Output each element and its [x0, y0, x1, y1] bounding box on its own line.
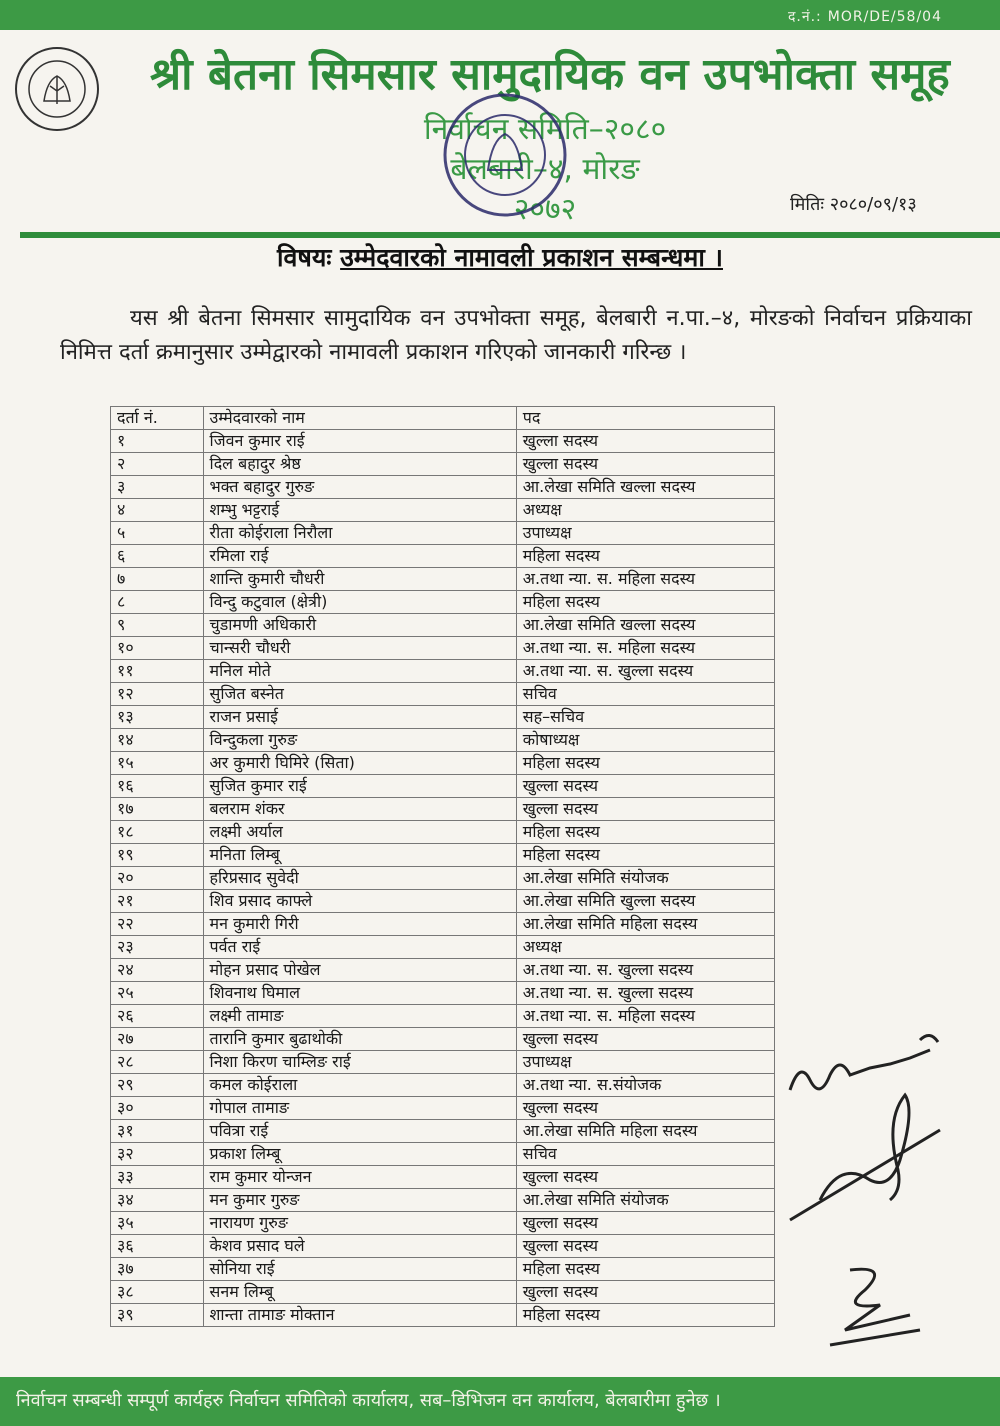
cell-candidate-name: मनिल मोते — [203, 660, 516, 683]
cell-position: खुल्ला सदस्य — [516, 1212, 774, 1235]
cell-reg-no: ३१ — [111, 1120, 204, 1143]
committee-name: निर्वाचन समिति–२०८० — [423, 112, 667, 147]
cell-reg-no: १६ — [111, 775, 204, 798]
table-row — [111, 1074, 775, 1097]
table-row — [111, 614, 775, 637]
cell-reg-no: ३५ — [111, 1212, 204, 1235]
organization-logo-icon — [14, 46, 100, 132]
cell-reg-no: २६ — [111, 1005, 204, 1028]
cell-candidate-name: चुडामणी अधिकारी — [203, 614, 516, 637]
cell-position: महिला सदस्य — [516, 591, 774, 614]
cell-position: खुल्ला सदस्य — [516, 430, 774, 453]
cell-position: आ.लेखा समिति संयोजक — [516, 867, 774, 890]
date-value: २०८०/०९/१३ — [829, 194, 917, 215]
cell-position: सह–सचिव — [516, 706, 774, 729]
header-candidate-name: उम्मेदवारको नाम — [203, 407, 516, 430]
cell-reg-no: २० — [111, 867, 204, 890]
cell-position: खुल्ला सदस्य — [516, 1235, 774, 1258]
cell-candidate-name: शम्भु भट्टराई — [203, 499, 516, 522]
cell-candidate-name: निशा किरण चाम्लिङ राई — [203, 1051, 516, 1074]
cell-reg-no: ३९ — [111, 1304, 204, 1327]
registration-value: MOR/DE/58/04 — [827, 9, 942, 25]
cell-reg-no: १३ — [111, 706, 204, 729]
cell-reg-no: ३३ — [111, 1166, 204, 1189]
cell-reg-no: ३२ — [111, 1143, 204, 1166]
committee-year: २०७२ — [513, 192, 577, 227]
cell-position: आ.लेखा समिति खल्ला सदस्य — [516, 614, 774, 637]
table-row — [111, 729, 775, 752]
cell-position: अ.तथा न्या. स.संयोजक — [516, 1074, 774, 1097]
cell-reg-no: ३८ — [111, 1281, 204, 1304]
table-row — [111, 1304, 775, 1327]
cell-reg-no: ३४ — [111, 1189, 204, 1212]
cell-candidate-name: शिव प्रसाद काफ्ले — [203, 890, 516, 913]
table-row — [111, 959, 775, 982]
cell-candidate-name: मनिता लिम्बू — [203, 844, 516, 867]
table-row — [111, 890, 775, 913]
cell-reg-no: ३० — [111, 1097, 204, 1120]
cell-candidate-name: सनम लिम्बू — [203, 1281, 516, 1304]
cell-position: अ.तथा न्या. स. खुल्ला सदस्य — [516, 982, 774, 1005]
cell-reg-no: २५ — [111, 982, 204, 1005]
cell-candidate-name: कमल कोईराला — [203, 1074, 516, 1097]
cell-candidate-name: चान्सरी चौधरी — [203, 637, 516, 660]
cell-candidate-name: अर कुमारी घिमिरे (सिता) — [203, 752, 516, 775]
cell-position: उपाध्यक्ष — [516, 522, 774, 545]
cell-candidate-name: राजन प्रसाई — [203, 706, 516, 729]
cell-reg-no: २ — [111, 453, 204, 476]
cell-position: खुल्ला सदस्य — [516, 1166, 774, 1189]
table-row — [111, 936, 775, 959]
organization-name: श्री बेतना सिमसार सामुदायिक वन उपभोक्ता समूह — [150, 49, 950, 100]
cell-position: महिला सदस्य — [516, 821, 774, 844]
cell-candidate-name: राम कुमार योन्जन — [203, 1166, 516, 1189]
cell-reg-no: ११ — [111, 660, 204, 683]
cell-reg-no: ७ — [111, 568, 204, 591]
top-green-band — [0, 0, 1000, 30]
round-seal-stamp-icon — [440, 90, 570, 220]
cell-candidate-name: विन्दु कटुवाल (क्षेत्री) — [203, 591, 516, 614]
cell-position: आ.लेखा समिति महिला सदस्य — [516, 1120, 774, 1143]
table-row — [111, 1028, 775, 1051]
table-row — [111, 637, 775, 660]
subject-text: उम्मेदवारको नामावली प्रकाशन सम्बन्धमा । — [340, 243, 723, 272]
cell-position: आ.लेखा समिति महिला सदस्य — [516, 913, 774, 936]
table-row — [111, 752, 775, 775]
date-line — [790, 192, 917, 216]
cell-reg-no: २८ — [111, 1051, 204, 1074]
cell-position: सचिव — [516, 683, 774, 706]
cell-candidate-name: बलराम शंकर — [203, 798, 516, 821]
cell-candidate-name: जिवन कुमार राई — [203, 430, 516, 453]
header-position: पद — [516, 407, 774, 430]
table-row — [111, 821, 775, 844]
cell-reg-no: २४ — [111, 959, 204, 982]
registration-number — [788, 7, 942, 26]
cell-candidate-name: केशव प्रसाद घले — [203, 1235, 516, 1258]
cell-candidate-name: सुजित कुमार राई — [203, 775, 516, 798]
table-row — [111, 798, 775, 821]
cell-position: अध्यक्ष — [516, 499, 774, 522]
cell-reg-no: ६ — [111, 545, 204, 568]
table-row — [111, 1005, 775, 1028]
table-row — [111, 1097, 775, 1120]
cell-reg-no: ५ — [111, 522, 204, 545]
table-row — [111, 499, 775, 522]
table-row — [111, 1120, 775, 1143]
cell-reg-no: ४ — [111, 499, 204, 522]
table-row — [111, 844, 775, 867]
cell-reg-no: १० — [111, 637, 204, 660]
table-row — [111, 476, 775, 499]
cell-candidate-name: लक्ष्मी अर्याल — [203, 821, 516, 844]
table-row — [111, 1235, 775, 1258]
candidate-rows — [111, 430, 775, 1327]
cell-reg-no: ९ — [111, 614, 204, 637]
cell-reg-no: २७ — [111, 1028, 204, 1051]
cell-candidate-name: प्रकाश लिम्बू — [203, 1143, 516, 1166]
cell-reg-no: १२ — [111, 683, 204, 706]
table-row — [111, 1166, 775, 1189]
cell-candidate-name: भक्त बहादुर गुरुङ — [203, 476, 516, 499]
cell-reg-no: १४ — [111, 729, 204, 752]
cell-reg-no: ८ — [111, 591, 204, 614]
cell-reg-no: १९ — [111, 844, 204, 867]
subject-line — [0, 240, 1000, 274]
table-row — [111, 545, 775, 568]
table-row — [111, 867, 775, 890]
cell-reg-no: २२ — [111, 913, 204, 936]
cell-candidate-name: तारानि कुमार बुढाथोकी — [203, 1028, 516, 1051]
cell-candidate-name: रीता कोईराला निरौला — [203, 522, 516, 545]
table-row — [111, 1051, 775, 1074]
table-row — [111, 683, 775, 706]
cell-candidate-name: रमिला राई — [203, 545, 516, 568]
cell-candidate-name: मोहन प्रसाद पोखेल — [203, 959, 516, 982]
cell-position: कोषाध्यक्ष — [516, 729, 774, 752]
cell-candidate-name: लक्ष्मी तामाङ — [203, 1005, 516, 1028]
subject-label: विषयः — [277, 243, 332, 272]
cell-reg-no: ३६ — [111, 1235, 204, 1258]
cell-reg-no: १५ — [111, 752, 204, 775]
table-row — [111, 1189, 775, 1212]
cell-candidate-name: शान्ति कुमारी चौधरी — [203, 568, 516, 591]
cell-candidate-name: शिवनाथ घिमाल — [203, 982, 516, 1005]
cell-position: अध्यक्ष — [516, 936, 774, 959]
table-row — [111, 1281, 775, 1304]
header-divider — [20, 232, 1000, 238]
signature-2-icon — [780, 1090, 950, 1230]
table-row — [111, 430, 775, 453]
cell-candidate-name: पवित्रा राई — [203, 1120, 516, 1143]
cell-position: महिला सदस्य — [516, 545, 774, 568]
cell-position: खुल्ला सदस्य — [516, 1281, 774, 1304]
cell-position: खुल्ला सदस्य — [516, 798, 774, 821]
cell-position: अ.तथा न्या. स. खुल्ला सदस्य — [516, 660, 774, 683]
header-reg-no: दर्ता नं. — [111, 407, 204, 430]
cell-position: अ.तथा न्या. स. महिला सदस्य — [516, 568, 774, 591]
table-row — [111, 1212, 775, 1235]
table-row — [111, 1258, 775, 1281]
cell-position: खुल्ला सदस्य — [516, 453, 774, 476]
table-row — [111, 453, 775, 476]
candidate-table — [110, 406, 775, 1327]
registration-label: द.नं.: — [787, 9, 822, 25]
table-row — [111, 568, 775, 591]
table-row — [111, 706, 775, 729]
table-row — [111, 982, 775, 1005]
cell-position: आ.लेखा समिति खुल्ला सदस्य — [516, 890, 774, 913]
cell-candidate-name: हरिप्रसाद सुवेदी — [203, 867, 516, 890]
cell-position: महिला सदस्य — [516, 752, 774, 775]
cell-position: अ.तथा न्या. स. महिला सदस्य — [516, 637, 774, 660]
cell-candidate-name: सोनिया राई — [203, 1258, 516, 1281]
signature-3-icon — [820, 1260, 940, 1350]
cell-position: आ.लेखा समिति संयोजक — [516, 1189, 774, 1212]
cell-position: महिला सदस्य — [516, 844, 774, 867]
bottom-green-band — [0, 1377, 1000, 1426]
cell-candidate-name: शान्ता तामाङ मोक्तान — [203, 1304, 516, 1327]
cell-position: अ.तथा न्या. स. खुल्ला सदस्य — [516, 959, 774, 982]
footer-note: निर्वाचन सम्बन्धी सम्पूर्ण कार्यहरु निर्वाचन समितिको कार्यालय, सब–डिभिजन वन कार्यालय, बेलबारीमा हुनेछ । — [16, 1390, 721, 1411]
cell-position: महिला सदस्य — [516, 1258, 774, 1281]
cell-candidate-name: मन कुमारी गिरी — [203, 913, 516, 936]
cell-reg-no: ३७ — [111, 1258, 204, 1281]
table-header-row — [111, 407, 775, 430]
cell-candidate-name: सुजित बस्नेत — [203, 683, 516, 706]
cell-candidate-name: विन्दुकला गुरुङ — [203, 729, 516, 752]
cell-reg-no: १ — [111, 430, 204, 453]
cell-candidate-name: नारायण गुरुङ — [203, 1212, 516, 1235]
cell-position: आ.लेखा समिति खल्ला सदस्य — [516, 476, 774, 499]
cell-reg-no: १८ — [111, 821, 204, 844]
cell-position: खुल्ला सदस्य — [516, 1097, 774, 1120]
cell-reg-no: २१ — [111, 890, 204, 913]
cell-candidate-name: मन कुमार गुरुङ — [203, 1189, 516, 1212]
cell-reg-no: ३ — [111, 476, 204, 499]
date-label: मितिः — [790, 194, 824, 215]
cell-candidate-name: पर्वत राई — [203, 936, 516, 959]
cell-reg-no: २९ — [111, 1074, 204, 1097]
table-row — [111, 522, 775, 545]
cell-position: उपाध्यक्ष — [516, 1051, 774, 1074]
cell-position: महिला सदस्य — [516, 1304, 774, 1327]
cell-candidate-name: गोपाल तामाङ — [203, 1097, 516, 1120]
cell-position: खुल्ला सदस्य — [516, 775, 774, 798]
cell-position: सचिव — [516, 1143, 774, 1166]
table-row — [111, 1143, 775, 1166]
table-row — [111, 913, 775, 936]
committee-address: बेलबारी–४, मोरङ — [450, 152, 640, 187]
table-row — [111, 775, 775, 798]
table-row — [111, 591, 775, 614]
cell-position: अ.तथा न्या. स. महिला सदस्य — [516, 1005, 774, 1028]
intro-paragraph: यस श्री बेतना सिमसार सामुदायिक वन उपभोक्ता समूह, बेलबारी न.पा.–४, मोरङको निर्वाचन प्रक्रियाका निमित्त दर्ता क्रमानुसार उम्मेद्वारको नामावली प्रकाशन गरिएको जानकारी गरिन्छ । — [60, 306, 972, 365]
cell-candidate-name: दिल बहादुर श्रेष्ठ — [203, 453, 516, 476]
table-row — [111, 660, 775, 683]
cell-position: खुल्ला सदस्य — [516, 1028, 774, 1051]
cell-reg-no: १७ — [111, 798, 204, 821]
cell-reg-no: २३ — [111, 936, 204, 959]
